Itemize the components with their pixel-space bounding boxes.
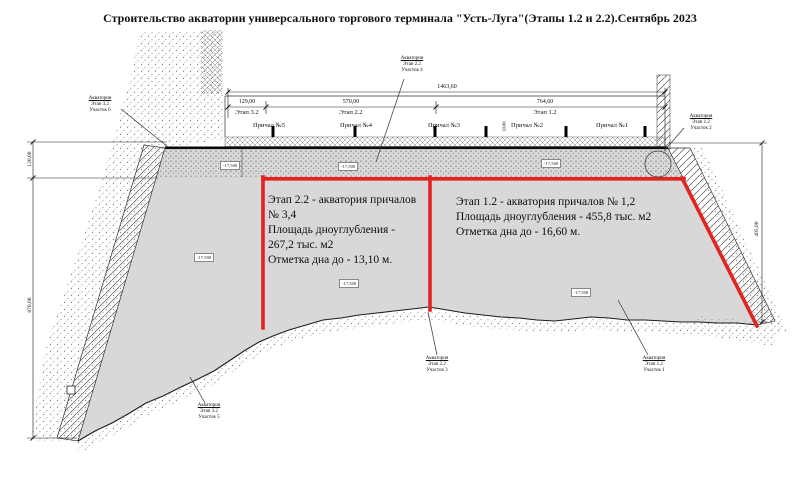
left-shore-structure-hatch [201,30,222,94]
survey-marker-square [67,386,75,394]
berth-5-label: Причал №5 [253,122,285,129]
page-title: Строительство акватории универсального торгового терминала "Усть-Луга"(Этапы 1.2 и 2.2).Сентябрь 2023 [103,11,697,25]
section-label-2: Акватория Этап 1.2 Участок 2 [689,114,713,132]
dim-left-lower: 870,00 [27,297,33,313]
berth-1-label: Причал №1 [596,122,628,129]
dim-right-side: 405,00 [754,221,760,237]
elevation-mark-6: -17,500 [571,288,591,297]
berth-2-label: Причал №2 [511,122,543,129]
dim-stage32-length: 129,00 [238,99,256,105]
elevation-mark-3: -17,500 [541,159,561,168]
stage12-info-block [456,195,701,240]
stage22-info-block [268,193,453,268]
stage12-info-line3: Отметка дна до - 16,60 м. [456,226,581,238]
stage22-caption: Этап 2.2 [339,109,363,116]
dim-total-length: 1463,60 [437,84,457,90]
stage12-caption: Этап 1.2 [533,109,557,116]
dim-left-upper: 120,00 [27,151,33,167]
section-label-4: Акватория Этап 2.2 Участок 4 [400,56,424,74]
section-label-5: Акватория Этап 3.2 Участок 5 [197,403,221,421]
section-label-3: Акватория Этап 2.2 Участок 3 [425,356,449,374]
section-label-1: Акватория Этап 1.2 Участок 1 [642,356,666,374]
stage22-info-line4: 267,2 тыс. м2 [268,239,334,251]
stage22-info-line1: Этап 2.2 - акватория причалов [268,194,417,206]
dim-berth-gap: 10,00 [501,121,507,132]
stage22-info-line2: № 3,4 [268,209,297,221]
section-label-6: Акватория Этап 3.2 Участок 6 [88,96,112,114]
dim-stage22-length: 570,00 [342,99,360,105]
stage22-info-line3: Площадь дноуглубления - [268,224,395,236]
stage32-caption: Этап 3.2 [235,109,259,116]
elevation-mark-5: -17,500 [339,279,359,288]
elevation-mark-4: -17,500 [194,253,214,262]
elevation-mark-1: -17,500 [220,161,240,170]
stage12-info-line2: Площадь дноуглубления - 455,8 тыс. м2 [456,211,652,223]
elevation-mark-2: -17,500 [338,162,358,171]
stage22-info-line5: Отметка дна до - 13,10 м. [268,254,393,266]
berth-4-label: Причал №4 [340,122,372,129]
berth-3-label: Причал №3 [428,122,460,129]
stage12-info-line1: Этап 1.2 - акватория причалов № 1,2 [456,196,636,208]
dim-stage12-length: 764,60 [536,99,554,105]
